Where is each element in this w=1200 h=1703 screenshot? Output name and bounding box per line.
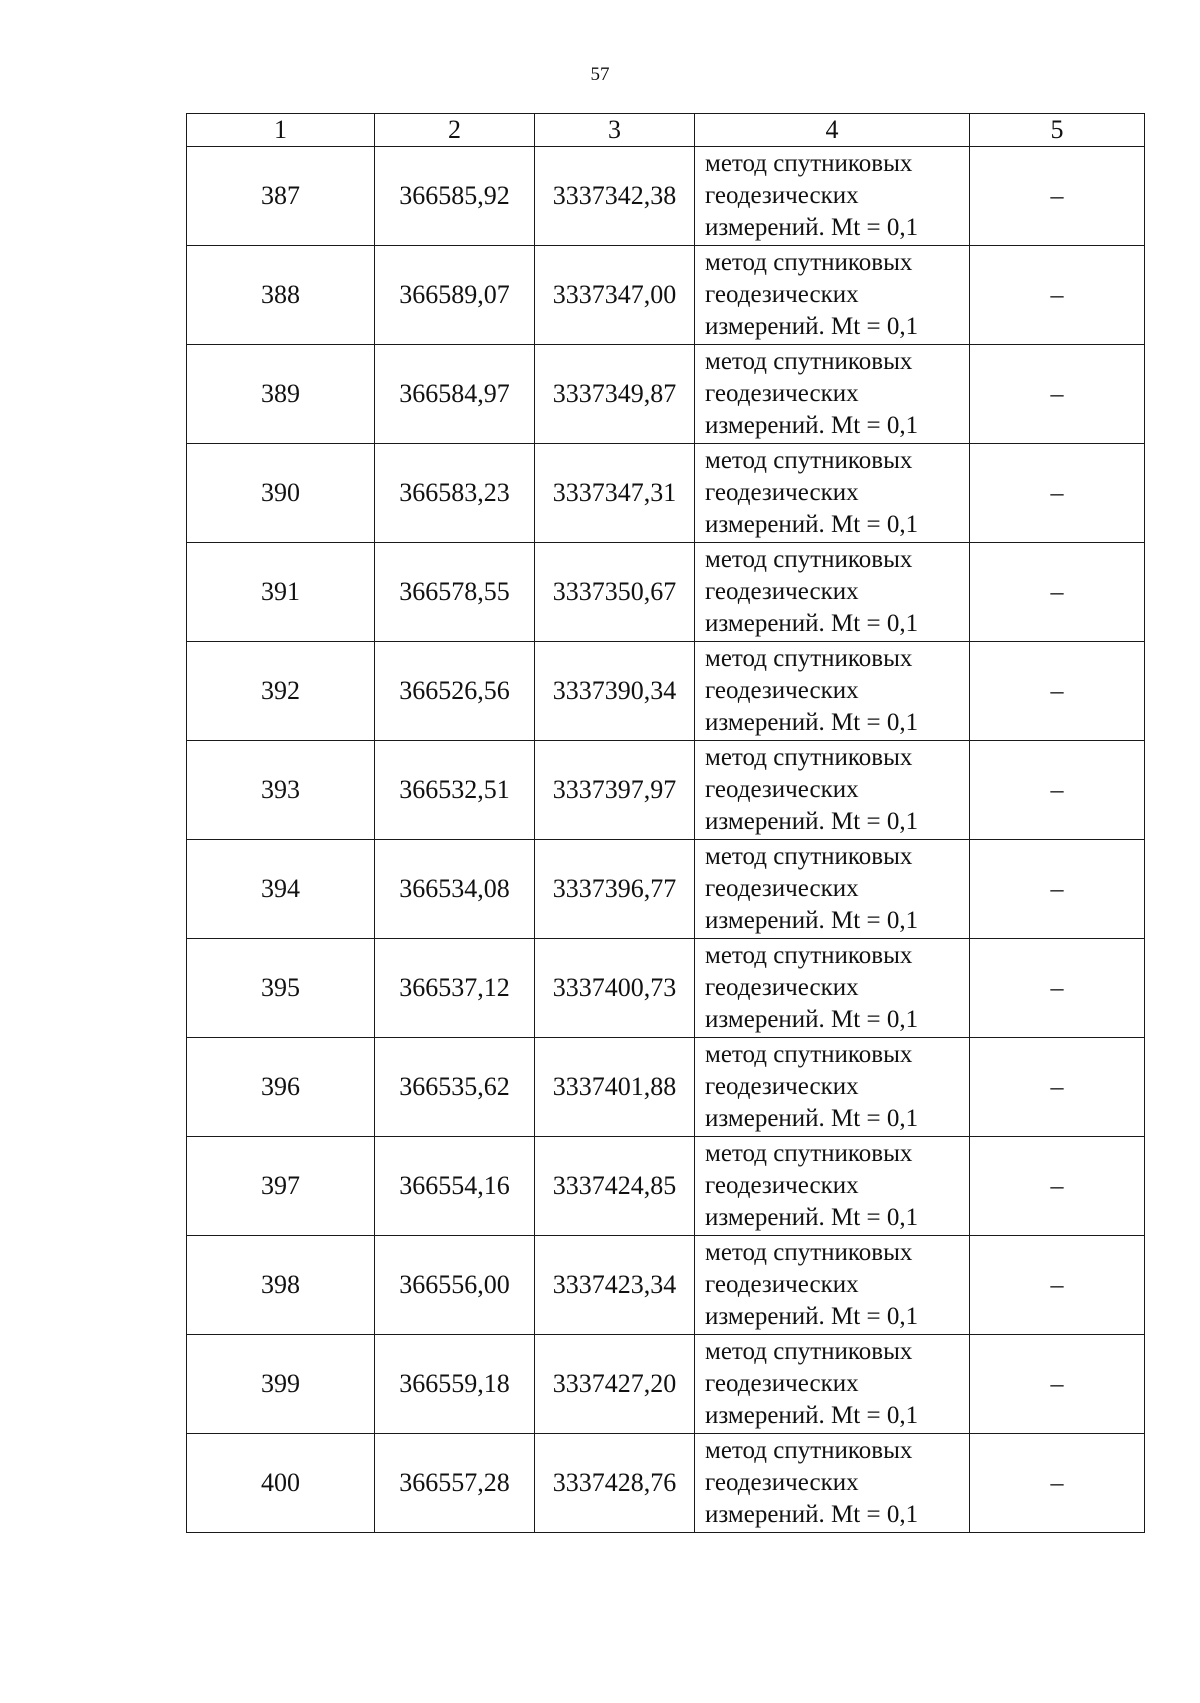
- coordinate-x-cell: 366559,18: [375, 1335, 535, 1434]
- method-cell: [695, 1137, 970, 1236]
- table-row: [187, 543, 1145, 642]
- coordinate-y-cell: 3337423,34: [535, 1236, 695, 1335]
- method-cell: [695, 246, 970, 345]
- method-cell: [695, 840, 970, 939]
- method-text-line: метод спутниковых: [705, 1239, 913, 1266]
- method-text-line: геодезических: [705, 974, 859, 1001]
- table-header-row: [187, 114, 1145, 147]
- point-number-cell: 396: [187, 1038, 375, 1137]
- point-number-cell: 391: [187, 543, 375, 642]
- method-text-line: измерений. Mt = 0,1: [705, 1204, 919, 1231]
- method-text-line: геодезических: [705, 182, 859, 209]
- column-header: 2: [375, 114, 535, 147]
- method-cell: [695, 741, 970, 840]
- point-number-cell: 394: [187, 840, 375, 939]
- table-row: [187, 246, 1145, 345]
- method-text-line: геодезических: [705, 1172, 859, 1199]
- coordinate-x-cell: 366585,92: [375, 147, 535, 246]
- method-text-line: геодезических: [705, 578, 859, 605]
- method-text-line: геодезических: [705, 380, 859, 407]
- column-header: 4: [695, 114, 970, 147]
- note-cell: –: [970, 246, 1145, 345]
- method-text-line: геодезических: [705, 1271, 859, 1298]
- coordinate-x-cell: 366554,16: [375, 1137, 535, 1236]
- note-cell: –: [970, 741, 1145, 840]
- table-row: [187, 1038, 1145, 1137]
- method-text-line: измерений. Mt = 0,1: [705, 412, 919, 439]
- coordinate-y-cell: 3337390,34: [535, 642, 695, 741]
- note-cell: –: [970, 1038, 1145, 1137]
- method-text-line: измерений. Mt = 0,1: [705, 1303, 919, 1330]
- method-text-line: метод спутниковых: [705, 1338, 913, 1365]
- note-cell: –: [970, 543, 1145, 642]
- column-header: 1: [187, 114, 375, 147]
- note-cell: –: [970, 345, 1145, 444]
- note-cell: –: [970, 939, 1145, 1038]
- method-cell: [695, 1038, 970, 1137]
- method-text-line: геодезических: [705, 776, 859, 803]
- note-cell: –: [970, 1137, 1145, 1236]
- method-cell: [695, 147, 970, 246]
- table-row: [187, 1137, 1145, 1236]
- coordinate-y-cell: 3337347,00: [535, 246, 695, 345]
- method-text-line: метод спутниковых: [705, 744, 913, 771]
- coordinate-y-cell: 3337397,97: [535, 741, 695, 840]
- method-text-line: измерений. Mt = 0,1: [705, 313, 919, 340]
- method-text-line: геодезических: [705, 281, 859, 308]
- coordinate-x-cell: 366534,08: [375, 840, 535, 939]
- method-text-line: метод спутниковых: [705, 249, 913, 276]
- table-row: [187, 642, 1145, 741]
- note-cell: –: [970, 1335, 1145, 1434]
- coordinate-x-cell: 366532,51: [375, 741, 535, 840]
- method-cell: [695, 1434, 970, 1533]
- method-text-line: геодезических: [705, 1469, 859, 1496]
- point-number-cell: 398: [187, 1236, 375, 1335]
- coordinate-x-cell: 366578,55: [375, 543, 535, 642]
- coordinate-y-cell: 3337396,77: [535, 840, 695, 939]
- point-number-cell: 387: [187, 147, 375, 246]
- method-text-line: метод спутниковых: [705, 546, 913, 573]
- coordinate-y-cell: 3337427,20: [535, 1335, 695, 1434]
- note-cell: –: [970, 1236, 1145, 1335]
- method-cell: [695, 543, 970, 642]
- method-text-line: измерений. Mt = 0,1: [705, 610, 919, 637]
- method-cell: [695, 642, 970, 741]
- point-number-cell: 395: [187, 939, 375, 1038]
- point-number-cell: 397: [187, 1137, 375, 1236]
- table-row: [187, 741, 1145, 840]
- point-number-cell: 389: [187, 345, 375, 444]
- coordinate-x-cell: 366584,97: [375, 345, 535, 444]
- column-header: 3: [535, 114, 695, 147]
- table-row: [187, 444, 1145, 543]
- coordinate-y-cell: 3337349,87: [535, 345, 695, 444]
- point-number-cell: 400: [187, 1434, 375, 1533]
- coordinate-x-cell: 366583,23: [375, 444, 535, 543]
- method-text-line: геодезических: [705, 875, 859, 902]
- table-row: [187, 1236, 1145, 1335]
- coordinate-x-cell: 366535,62: [375, 1038, 535, 1137]
- method-text-line: измерений. Mt = 0,1: [705, 1402, 919, 1429]
- point-number-cell: 393: [187, 741, 375, 840]
- method-text-line: геодезических: [705, 677, 859, 704]
- note-cell: –: [970, 147, 1145, 246]
- method-text-line: метод спутниковых: [705, 1041, 913, 1068]
- coordinates-table: [186, 113, 1145, 1533]
- method-text-line: измерений. Mt = 0,1: [705, 907, 919, 934]
- coordinate-y-cell: 3337424,85: [535, 1137, 695, 1236]
- method-text-line: метод спутниковых: [705, 645, 913, 672]
- page-number: 57: [590, 64, 610, 85]
- note-cell: –: [970, 642, 1145, 741]
- method-text-line: метод спутниковых: [705, 150, 913, 177]
- coordinate-x-cell: 366526,56: [375, 642, 535, 741]
- point-number-cell: 388: [187, 246, 375, 345]
- table-row: [187, 939, 1145, 1038]
- method-text-line: метод спутниковых: [705, 1140, 913, 1167]
- coordinate-y-cell: 3337347,31: [535, 444, 695, 543]
- coordinate-y-cell: 3337401,88: [535, 1038, 695, 1137]
- method-text-line: метод спутниковых: [705, 843, 913, 870]
- method-text-line: измерений. Mt = 0,1: [705, 709, 919, 736]
- method-cell: [695, 939, 970, 1038]
- method-text-line: геодезических: [705, 1073, 859, 1100]
- column-header: 5: [970, 114, 1145, 147]
- coordinate-y-cell: 3337350,67: [535, 543, 695, 642]
- point-number-cell: 392: [187, 642, 375, 741]
- table-row: [187, 1434, 1145, 1533]
- table-row: [187, 840, 1145, 939]
- method-text-line: измерений. Mt = 0,1: [705, 1006, 919, 1033]
- note-cell: –: [970, 444, 1145, 543]
- coordinate-x-cell: 366556,00: [375, 1236, 535, 1335]
- note-cell: –: [970, 840, 1145, 939]
- method-text-line: геодезических: [705, 479, 859, 506]
- method-cell: [695, 345, 970, 444]
- coordinate-y-cell: 3337400,73: [535, 939, 695, 1038]
- coordinate-x-cell: 366537,12: [375, 939, 535, 1038]
- coordinate-y-cell: 3337428,76: [535, 1434, 695, 1533]
- method-text-line: метод спутниковых: [705, 942, 913, 969]
- table-body: [187, 147, 1145, 1533]
- table-row: [187, 1335, 1145, 1434]
- coordinate-x-cell: 366589,07: [375, 246, 535, 345]
- method-text-line: метод спутниковых: [705, 1437, 913, 1464]
- method-text-line: метод спутниковых: [705, 348, 913, 375]
- note-cell: –: [970, 1434, 1145, 1533]
- method-text-line: измерений. Mt = 0,1: [705, 1105, 919, 1132]
- method-text-line: измерений. Mt = 0,1: [705, 214, 919, 241]
- method-text-line: метод спутниковых: [705, 447, 913, 474]
- method-cell: [695, 1335, 970, 1434]
- point-number-cell: 399: [187, 1335, 375, 1434]
- method-text-line: измерений. Mt = 0,1: [705, 511, 919, 538]
- table-row: [187, 345, 1145, 444]
- method-text-line: измерений. Mt = 0,1: [705, 808, 919, 835]
- method-text-line: измерений. Mt = 0,1: [705, 1501, 919, 1528]
- method-cell: [695, 444, 970, 543]
- method-cell: [695, 1236, 970, 1335]
- method-text-line: геодезических: [705, 1370, 859, 1397]
- coordinate-x-cell: 366557,28: [375, 1434, 535, 1533]
- coordinate-y-cell: 3337342,38: [535, 147, 695, 246]
- table-row: [187, 147, 1145, 246]
- point-number-cell: 390: [187, 444, 375, 543]
